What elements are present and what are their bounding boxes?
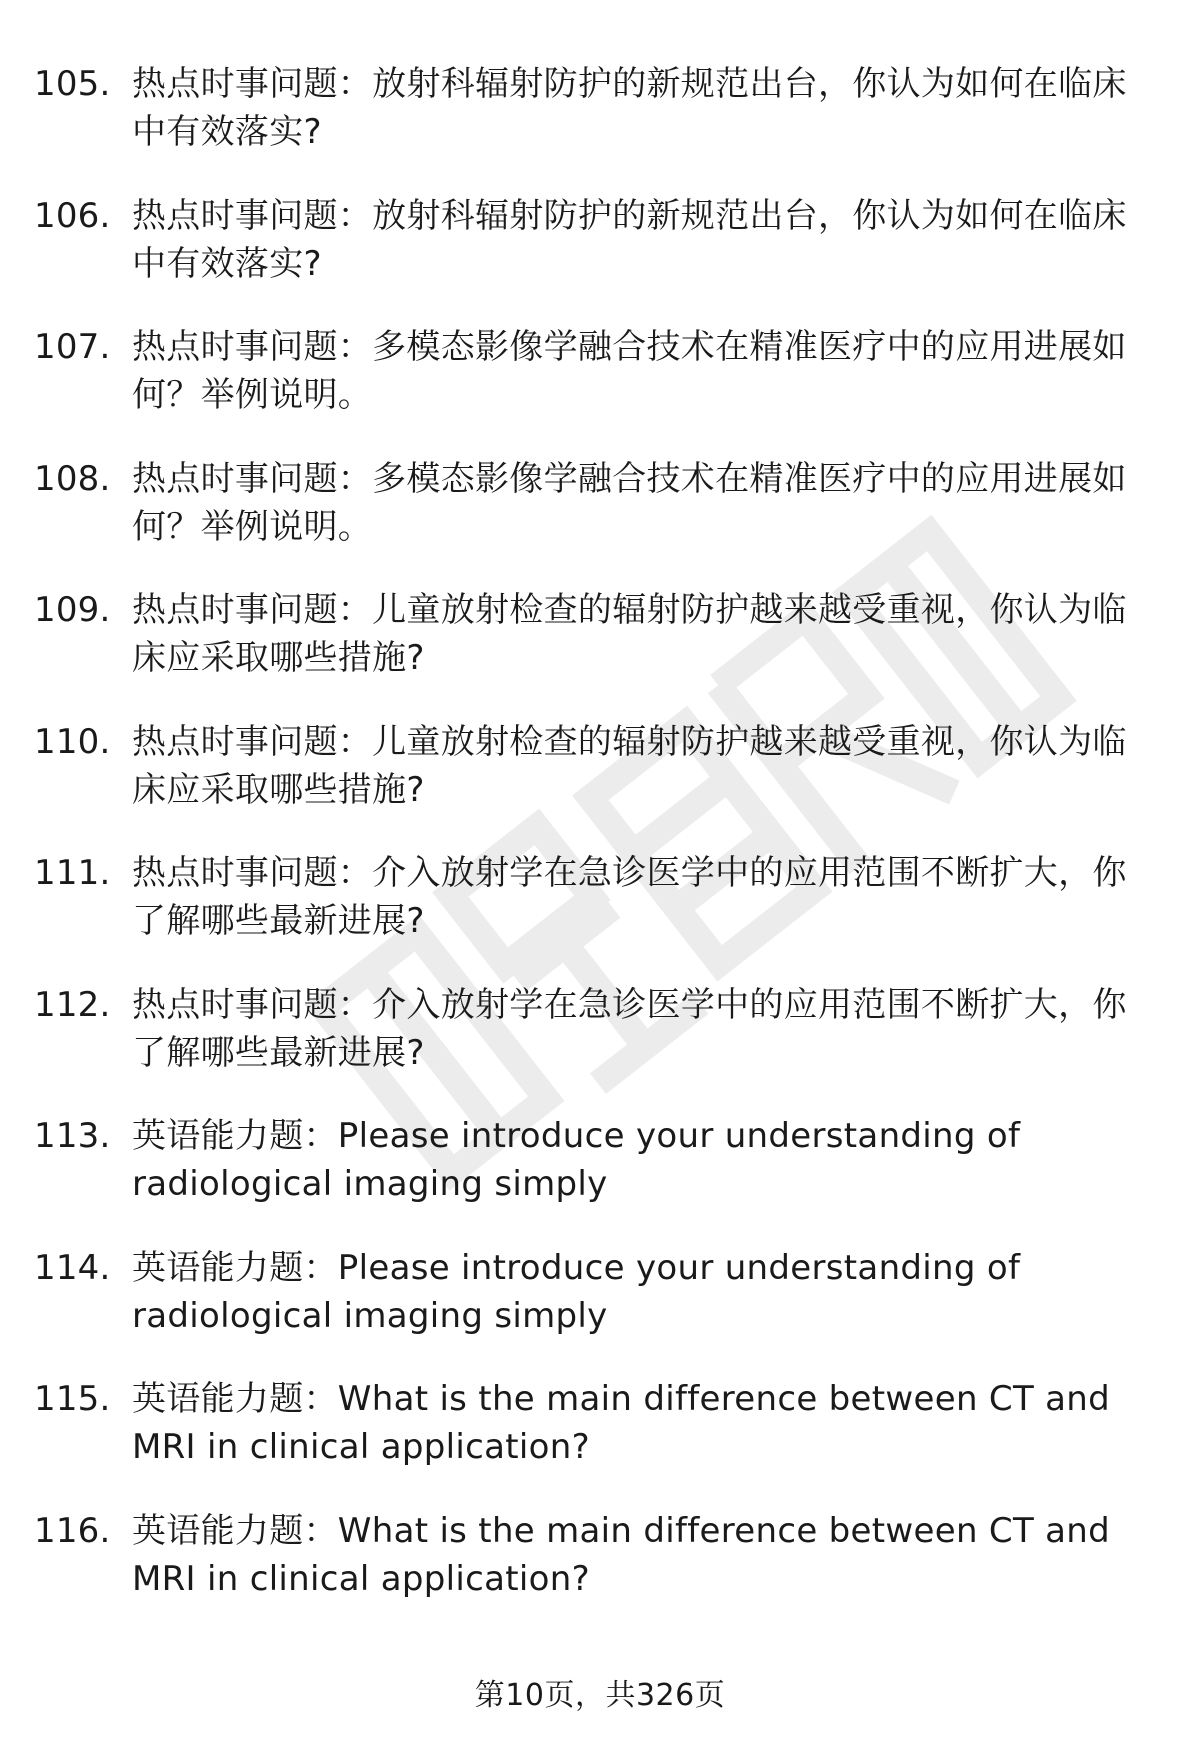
question-item — [34, 455, 1154, 587]
question-text: 热点时事问题：儿童放射检查的辐射防护越来越受重视，你认为临床应采取哪些措施? — [132, 590, 1127, 678]
question-text: 热点时事问题：多模态影像学融合技术在精准医疗中的应用进展如何？举例说明。 — [132, 327, 1127, 415]
question-number: 113. — [34, 1116, 111, 1156]
question-item — [34, 60, 1154, 192]
question-number: 116. — [34, 1510, 111, 1551]
page-footer: 第10页，共326页 — [474, 1678, 726, 1713]
question-text: 英语能力题：What is the main difference between CT and MRI in clinical application? — [132, 1510, 1110, 1599]
question-text: 热点时事问题：多模态影像学融合技术在精准医疗中的应用进展如何？举例说明。 — [132, 458, 1127, 547]
question-item — [34, 586, 1154, 718]
question-item — [34, 1507, 1154, 1639]
question-text: 热点时事问题：介入放射学在急诊医学中的应用范围不断扩大，你了解哪些最新进展? — [132, 984, 1127, 1073]
question-number: 112. — [34, 984, 111, 1025]
question-text: 热点时事问题：介入放射学在急诊医学中的应用范围不断扩大，你了解哪些最新进展? — [132, 853, 1127, 941]
question-text: 英语能力题：What is the main difference between CT and MRI in clinical application? — [132, 1379, 1110, 1467]
question-number: 107. — [34, 327, 111, 367]
question-text: 热点时事问题：放射科辐射防护的新规范出台，你认为如何在临床中有效落实? — [132, 64, 1127, 152]
question-item — [34, 849, 1154, 981]
question-list — [34, 60, 1154, 1638]
question-item — [34, 1244, 1154, 1376]
question-text: 英语能力题：Please introduce your understanding of radiological imaging simply — [132, 1116, 1021, 1204]
question-item — [34, 718, 1154, 850]
question-item — [34, 1375, 1154, 1507]
question-number: 111. — [34, 853, 111, 893]
question-item — [34, 192, 1154, 324]
question-number: 108. — [34, 458, 111, 499]
question-number: 115. — [34, 1379, 111, 1419]
question-number: 105. — [34, 64, 111, 104]
question-text: 热点时事问题：儿童放射检查的辐射防护越来越受重视，你认为临床应采取哪些措施? — [132, 721, 1127, 810]
question-number: 106. — [34, 195, 111, 236]
question-text: 热点时事问题：放射科辐射防护的新规范出台，你认为如何在临床中有效落实? — [132, 195, 1127, 284]
question-item — [34, 981, 1154, 1113]
question-text: 英语能力题：Please introduce your understanding of radiological imaging simply — [132, 1247, 1021, 1336]
question-number: 114. — [34, 1247, 111, 1288]
question-number: 109. — [34, 590, 111, 630]
question-item — [34, 323, 1154, 455]
question-item — [34, 1112, 1154, 1244]
question-number: 110. — [34, 721, 111, 762]
